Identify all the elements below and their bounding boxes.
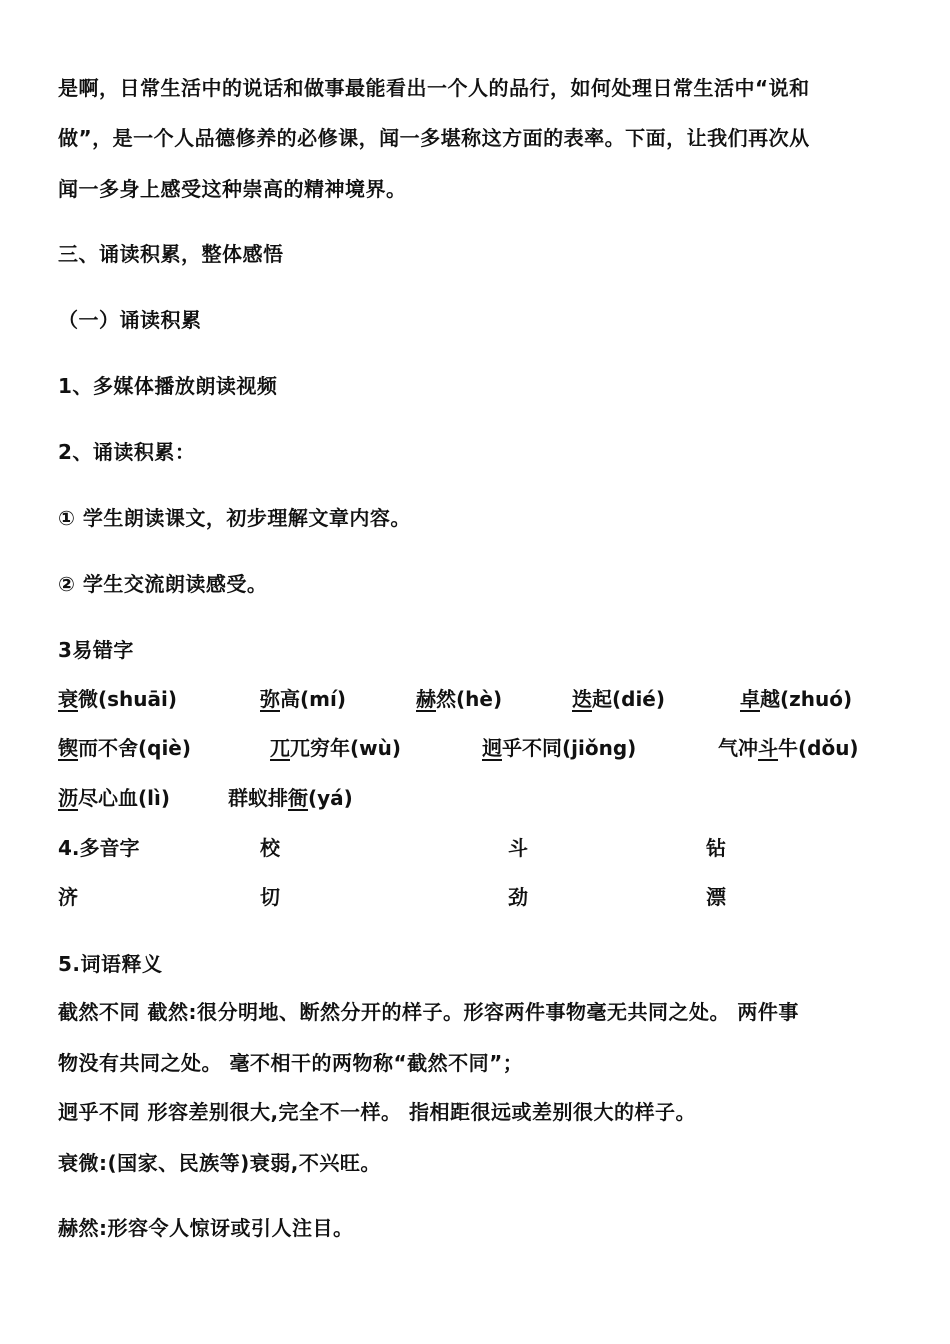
subsection-heading: （一）诵读积累 — [58, 308, 202, 332]
typo-word: 气冲斗牛(dǒu) — [718, 736, 859, 760]
typo-word: 赫然(hè) — [416, 687, 503, 711]
polyphone-char: 校 — [260, 836, 280, 860]
typo-word: 兀兀穷年(wù) — [270, 736, 401, 760]
typo-word: 迥乎不同(jiǒng) — [482, 736, 637, 760]
item-2: 2、诵读积累： — [58, 440, 196, 464]
item-3: 3易错字 — [58, 638, 134, 662]
typo-word: 群蚁排衙(yá) — [228, 786, 353, 810]
polyphone-char: 钻 — [706, 836, 726, 860]
typo-word: 衰微(shuāi) — [58, 687, 178, 711]
definition-line: 迥乎不同 形容差别很大,完全不一样。 指相距很远或差别很大的样子。 — [58, 1100, 697, 1124]
typo-word: 锲而不舍(qiè) — [58, 736, 192, 760]
definitions-label: 5.词语释义 — [58, 952, 163, 976]
polyphone-char: 济 — [58, 885, 78, 909]
definition-line: 赫然:形容令人惊讶或引人注目。 — [58, 1216, 354, 1240]
polyphone-char: 斗 — [508, 836, 528, 860]
typo-word: 沥尽心血(lì) — [58, 786, 170, 810]
polyphone-char: 切 — [260, 885, 280, 909]
definition-line: 截然不同 截然:很分明地、断然分开的样子。形容两件事物毫无共同之处。 两件事 — [58, 1000, 799, 1024]
item-1: 1、多媒体播放朗读视频 — [58, 374, 278, 398]
step-2: ② 学生交流朗读感受。 — [58, 572, 268, 596]
typo-word: 卓越(zhuó) — [740, 687, 853, 711]
intro-line-2: 做”，是一个人品德修养的必修课，闻一多堪称这方面的表率。下面，让我们再次从 — [58, 126, 810, 150]
intro-line-1: 是啊，日常生活中的说话和做事最能看出一个人的品行，如何处理日常生活中“说和 — [58, 76, 810, 100]
definition-line: 物没有共同之处。 毫不相干的两物称“截然不同”； — [58, 1051, 524, 1075]
section-heading: 三、诵读积累，整体感悟 — [58, 242, 284, 266]
definition-line: 衰微:(国家、民族等)衰弱,不兴旺。 — [58, 1151, 381, 1175]
intro-line-3: 闻一多身上感受这种崇高的精神境界。 — [58, 177, 407, 201]
typo-word: 迭起(dié) — [572, 687, 666, 711]
typo-word: 弥高(mí) — [260, 687, 346, 711]
polyphone-label: 4.多音字 — [58, 836, 140, 860]
polyphone-char: 漂 — [706, 885, 726, 909]
polyphone-char: 劲 — [508, 885, 528, 909]
step-1: ① 学生朗读课文，初步理解文章内容。 — [58, 506, 411, 530]
